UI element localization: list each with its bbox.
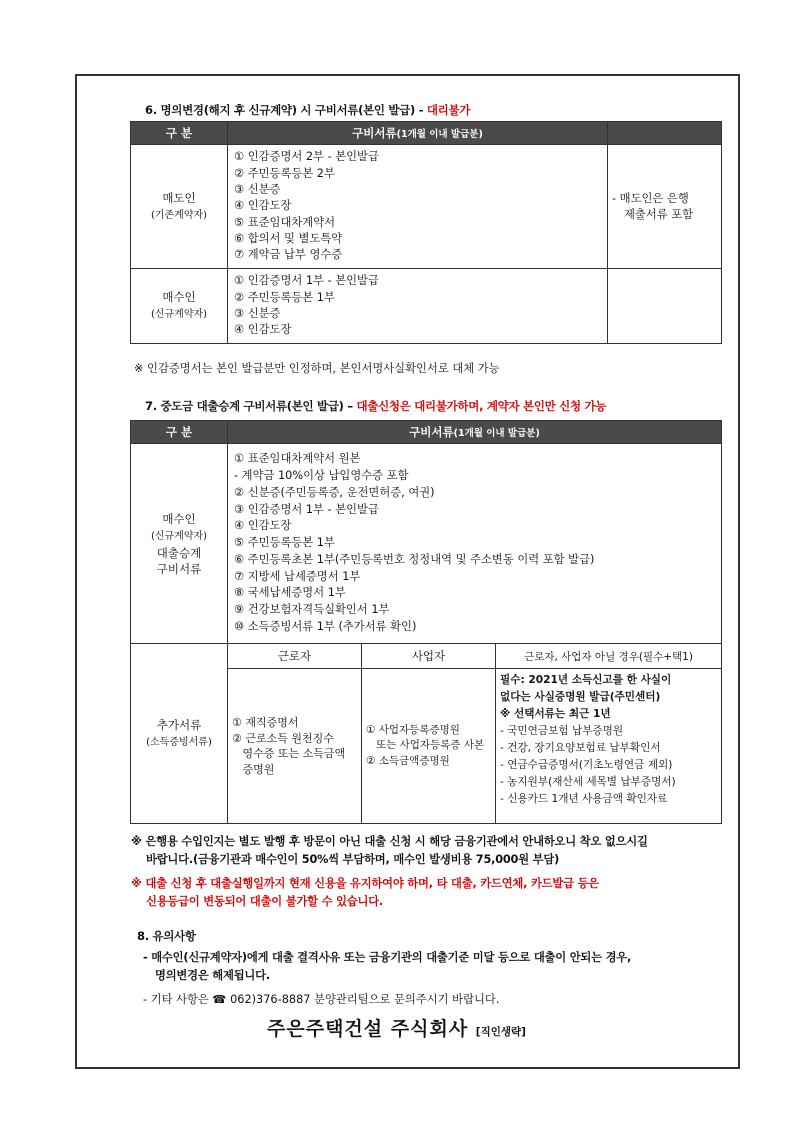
table-header-category: 구 분 [131,421,228,444]
list-item: ② 주민등록등본 1부 [234,290,335,304]
list-item: - 계약금 10%이상 납입영수증 포함 [234,468,409,482]
business-document-list [362,669,496,824]
list-item: ⑤ 표준임대차계약서 [234,215,336,229]
list-item: ④ 인감도장 [234,519,292,533]
employee-document-list [228,669,362,824]
contact-line: - 기타 사항은 ☎ 062)376-8887 분양관리팀으로 문의주시기 바랍니다. [143,993,500,1006]
list-item: ⑨ 건강보험자격득실확인서 1부 [234,603,390,617]
buyer-label: 매수인 (신규계약자) [131,269,228,344]
list-item: - 건강, 장기요양보험료 납부확인서 [500,742,661,754]
table-header-category: 구 분 [131,122,228,145]
other-document-list: 필수: 2021년 소득신고를 한 사실이 없다는 사실증명원 발급(주민센터) ※ 선택서류는 최근 1년 - 국민연금보험 납부증명원 - 건강, 장기요양보험료 납부확인서 - 연금수급증명서(기초노령연금 제외) - 농지원부(재산세 세목별 납부증명서) - 신용카드 1개년 사용금액 확인자료 [496,669,722,824]
list-item: ② 소득금액증명원 [366,754,450,767]
col-employee: 근로자 [228,644,362,669]
list-item: ① 인감증명서 1부 - 본인발급 [234,274,379,288]
seller-label: 매도인 (기존계약자) [131,145,228,269]
extra-docs-label: 추가서류 (소득증빙서류) [131,644,228,824]
list-item: ① 재직증명서 [232,716,299,729]
list-item: ⑧ 국세납세증명서 1부 [234,586,346,600]
company-signature: 주은주택건설 주식회사 [직인생략] [267,1018,526,1040]
list-item: 또는 사업자등록증 사본 [366,739,485,752]
table-header-documents: 구비서류(1개월 이내 발급분) [228,122,608,145]
section6-table [130,121,722,344]
list-item: ② 신분증(주민등록증, 운전면허증, 여권) [234,485,435,499]
loan-document-list [228,444,722,644]
list-item: ⑦ 지방세 납세증명서 1부 [234,569,361,583]
section7-title: 7. 중도금 대출승계 구비서류(본인 발급) – 대출신청은 대리불가하며, 계약자 본인만 신청 가능 [145,399,607,413]
seller-note: - 매도인은 은행 제출서류 포함 [608,145,722,269]
loan-buyer-label: 매수인 (신규계약자) 대출승계 구비서류 [131,444,228,644]
section6-title: 6. 명의변경(해지 후 신규계약) 시 구비서류(본인 발급) - 대리불가 [145,103,471,117]
section8-notice: - 매수인(신규계약자)에게 대출 결격사유 또는 금융기관의 대출기준 미달 등으로 대출이 안되는 경우, 명의변경은 해제됩니다. [143,951,632,982]
list-item: ⑥ 주민등록초본 1부(주민등록번호 정정내역 및 주소변동 이력 포함 발급) [234,552,595,566]
list-item: ① 표준임대차계약서 원본 [234,452,361,466]
seller-document-list [228,145,608,269]
list-item: ⑤ 주민등록등본 1부 [234,536,335,550]
phone-icon: ☎ [212,993,227,1006]
list-item: 영수증 또는 소득금액 [232,747,346,760]
list-item: - 국민연금보험 납부증명원 [500,725,624,737]
stamp-tax-note: ※ 은행용 수입인지는 별도 발행 후 방문이 아닌 대출 신청 시 해당 금융기관에서 안내하오니 착오 없으시길 바랍니다.(금융기관과 매수인이 50%씩 부담하며, 매수인 발생비용 75,000원 부담) [131,835,648,866]
list-item: ① 사업자등록증명원 [366,723,460,736]
table-header-note [608,122,722,145]
list-item: ③ 신분증 [234,183,281,197]
list-item: ⑩ 소득증빙서류 1부 (추가서류 확인) [234,620,417,634]
col-other: 근로자, 사업자 아닐 경우(필수+택1) [496,644,722,669]
section8-title: 8. 유의사항 [137,929,196,943]
list-item: ④ 인감도장 [234,323,292,337]
section6-footnote: ※ 인감증명서는 본인 발급분만 인정하며, 본인서명사실확인서로 대체 가능 [134,362,500,375]
list-item: ③ 신분증 [234,307,281,320]
list-item: ② 주민등록등본 2부 [234,166,335,180]
list-item: 증명원 [232,762,275,776]
credit-warning-note: ※ 대출 신청 후 대출실행일까지 현재 신용을 유지하여야 하며, 타 대출, 카드연체, 카드발급 등은 신용등급이 변동되어 대출이 불가할 수 있습니다. [131,877,599,908]
list-item: - 연금수급증명서(기초노령연금 제외) [500,759,673,771]
table-header-documents: 구비서류(1개월 이내 발급분) [228,421,722,444]
section7-table [130,420,722,824]
list-item: ② 근로소득 원천징수 [232,731,334,745]
list-item: - 신용카드 1개년 사용금액 확인자료 [500,793,668,805]
list-item: ⑥ 합의서 및 별도특약 [234,231,343,245]
buyer-document-list [228,269,608,344]
list-item: ③ 인감증명서 1부 - 본인발급 [234,502,379,516]
list-item: ① 인감증명서 2부 - 본인발급 [234,150,379,164]
col-business: 사업자 [362,644,496,669]
list-item: ⑦ 계약금 납부 영수증 [234,248,343,262]
list-item: - 농지원부(재산세 세목별 납부증명서) [500,776,676,788]
list-item: ④ 인감도장 [234,199,292,213]
